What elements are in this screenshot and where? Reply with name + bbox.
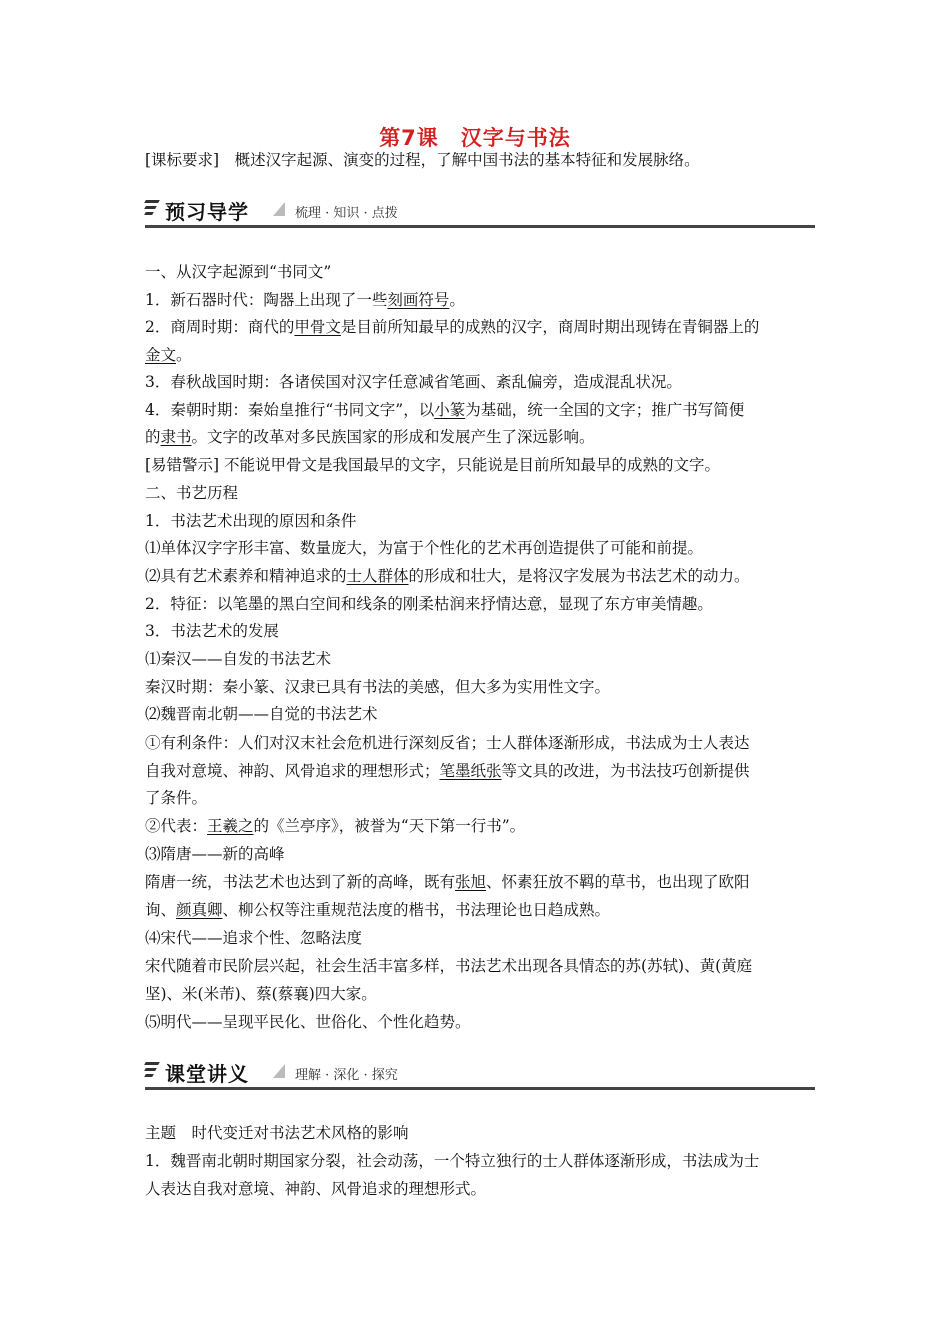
text-line: ⑴秦汉——自发的书法艺术	[145, 650, 332, 668]
text-line: ⑸明代——呈现平民化、世俗化、个性化趋势。	[145, 1013, 471, 1031]
key-term: 甲骨文	[294, 318, 341, 336]
curriculum-requirement: [课标要求] 概述汉字起源、演变的过程，了解中国书法的基本特征和发展脉络。	[145, 151, 700, 169]
text-line: ⑴单体汉字字形丰富、数量庞大，为富于个性化的艺术再创造提供了可能和前提。	[145, 539, 704, 557]
section-heading: 一、从汉字起源到“书同文”	[145, 263, 332, 281]
banner-heading: 预习导学	[165, 200, 249, 224]
text-line: 询、颜真卿、柳公权等注重规范法度的楷书，书法理论也日趋成熟。	[145, 901, 611, 919]
banner-stripes-icon	[145, 1062, 159, 1082]
text-line: ①有利条件：人们对汉末社会危机进行深刻反省；士人群体逐渐形成，书法成为士人表达	[145, 734, 750, 752]
key-term: 张旭	[455, 873, 487, 891]
banner-subtitle: 梳理 · 知识 · 点拨	[295, 206, 398, 221]
lesson-title: 第7课 汉字与书法	[379, 126, 571, 150]
text-line: 1．书法艺术出现的原因和条件	[145, 512, 357, 530]
banner-rule	[145, 1087, 815, 1090]
key-term: 王羲之	[207, 817, 254, 835]
text-line: 1．新石器时代：陶器上出现了一些刻画符号。	[145, 291, 465, 309]
text-line: ②代表：王羲之的《兰亭序》，被誉为“天下第一行书”。	[145, 817, 526, 835]
text-line: ⑶隋唐——新的高峰	[145, 845, 285, 863]
text-line: 的隶书。文字的改革对多民族国家的形成和发展产生了深远影响。	[145, 428, 595, 446]
text-line: 4．秦朝时期：秦始皇推行“书同文字”，以小篆为基础，统一全国的文字；推广书写简便	[145, 401, 745, 419]
text-line: 隋唐一统，书法艺术也达到了新的高峰，既有张旭、怀素狂放不羁的草书，也出现了欧阳	[145, 873, 750, 891]
text-line: 坚)、米(米芾)、蔡(蔡襄)四大家。	[145, 985, 377, 1003]
key-term: 士人群体	[346, 567, 409, 585]
key-term: 笔墨纸张	[439, 762, 502, 780]
text-line: 3．春秋战国时期：各诸侯国对汉字任意减省笔画、紊乱偏旁，造成混乱状况。	[145, 373, 682, 391]
banner-rule	[145, 225, 815, 228]
key-term: 隶书	[160, 428, 192, 446]
banner-stripes-icon	[145, 200, 159, 220]
key-term: 小篆	[434, 401, 466, 419]
topic-heading: 主题 时代变迁对书法艺术风格的影响	[145, 1124, 409, 1142]
section-banner-preview	[145, 194, 815, 228]
text-line: 了条件。	[145, 789, 208, 807]
section-banner-lecture	[145, 1056, 815, 1090]
text-line: 金文。	[145, 346, 192, 364]
text-line: ⑵具有艺术素养和精神追求的士人群体的形成和壮大，是将汉字发展为书法艺术的动力。	[145, 567, 750, 585]
banner-heading: 课堂讲义	[165, 1062, 249, 1086]
section-heading: 二、书艺历程	[145, 484, 239, 502]
banner-subtitle: 理解 · 深化 · 探究	[295, 1068, 398, 1083]
key-term: 颜真卿	[176, 901, 223, 919]
text-line: 宋代随着市民阶层兴起，社会生活丰富多样，书法艺术出现各具情态的苏(苏轼)、黄(黄庭	[145, 957, 753, 975]
key-term: 金文	[145, 346, 177, 364]
text-line: 2．特征：以笔墨的黑白空间和线条的刚柔枯润来抒情达意，显现了东方审美情趣。	[145, 595, 713, 613]
key-term: 刻画符号	[387, 291, 450, 309]
warning-note: [易错警示] 不能说甲骨文是我国最早的文字，只能说是目前所知最早的成熟的文字。	[145, 456, 721, 474]
banner-triangle-icon	[273, 202, 285, 216]
text-line: 3．书法艺术的发展	[145, 622, 279, 640]
text-line: 自我对意境、神韵、风骨追求的理想形式；笔墨纸张等文具的改进，为书法技巧创新提供	[145, 762, 750, 780]
text-line: 秦汉时期：秦小篆、汉隶已具有书法的美感，但大多为实用性文字。	[145, 678, 611, 696]
text-line: ⑷宋代——追求个性、忽略法度	[145, 929, 363, 947]
text-line: 2．商周时期：商代的甲骨文是目前所知最早的成熟的汉字，商周时期出现铸在青铜器上的	[145, 318, 760, 336]
banner-triangle-icon	[273, 1064, 285, 1078]
text-line: 1．魏晋南北朝时期国家分裂，社会动荡，一个特立独行的士人群体逐渐形成，书法成为士	[145, 1152, 760, 1170]
text-line: ⑵魏晋南北朝——自觉的书法艺术	[145, 705, 378, 723]
text-line: 人表达自我对意境、神韵、风骨追求的理想形式。	[145, 1180, 487, 1198]
